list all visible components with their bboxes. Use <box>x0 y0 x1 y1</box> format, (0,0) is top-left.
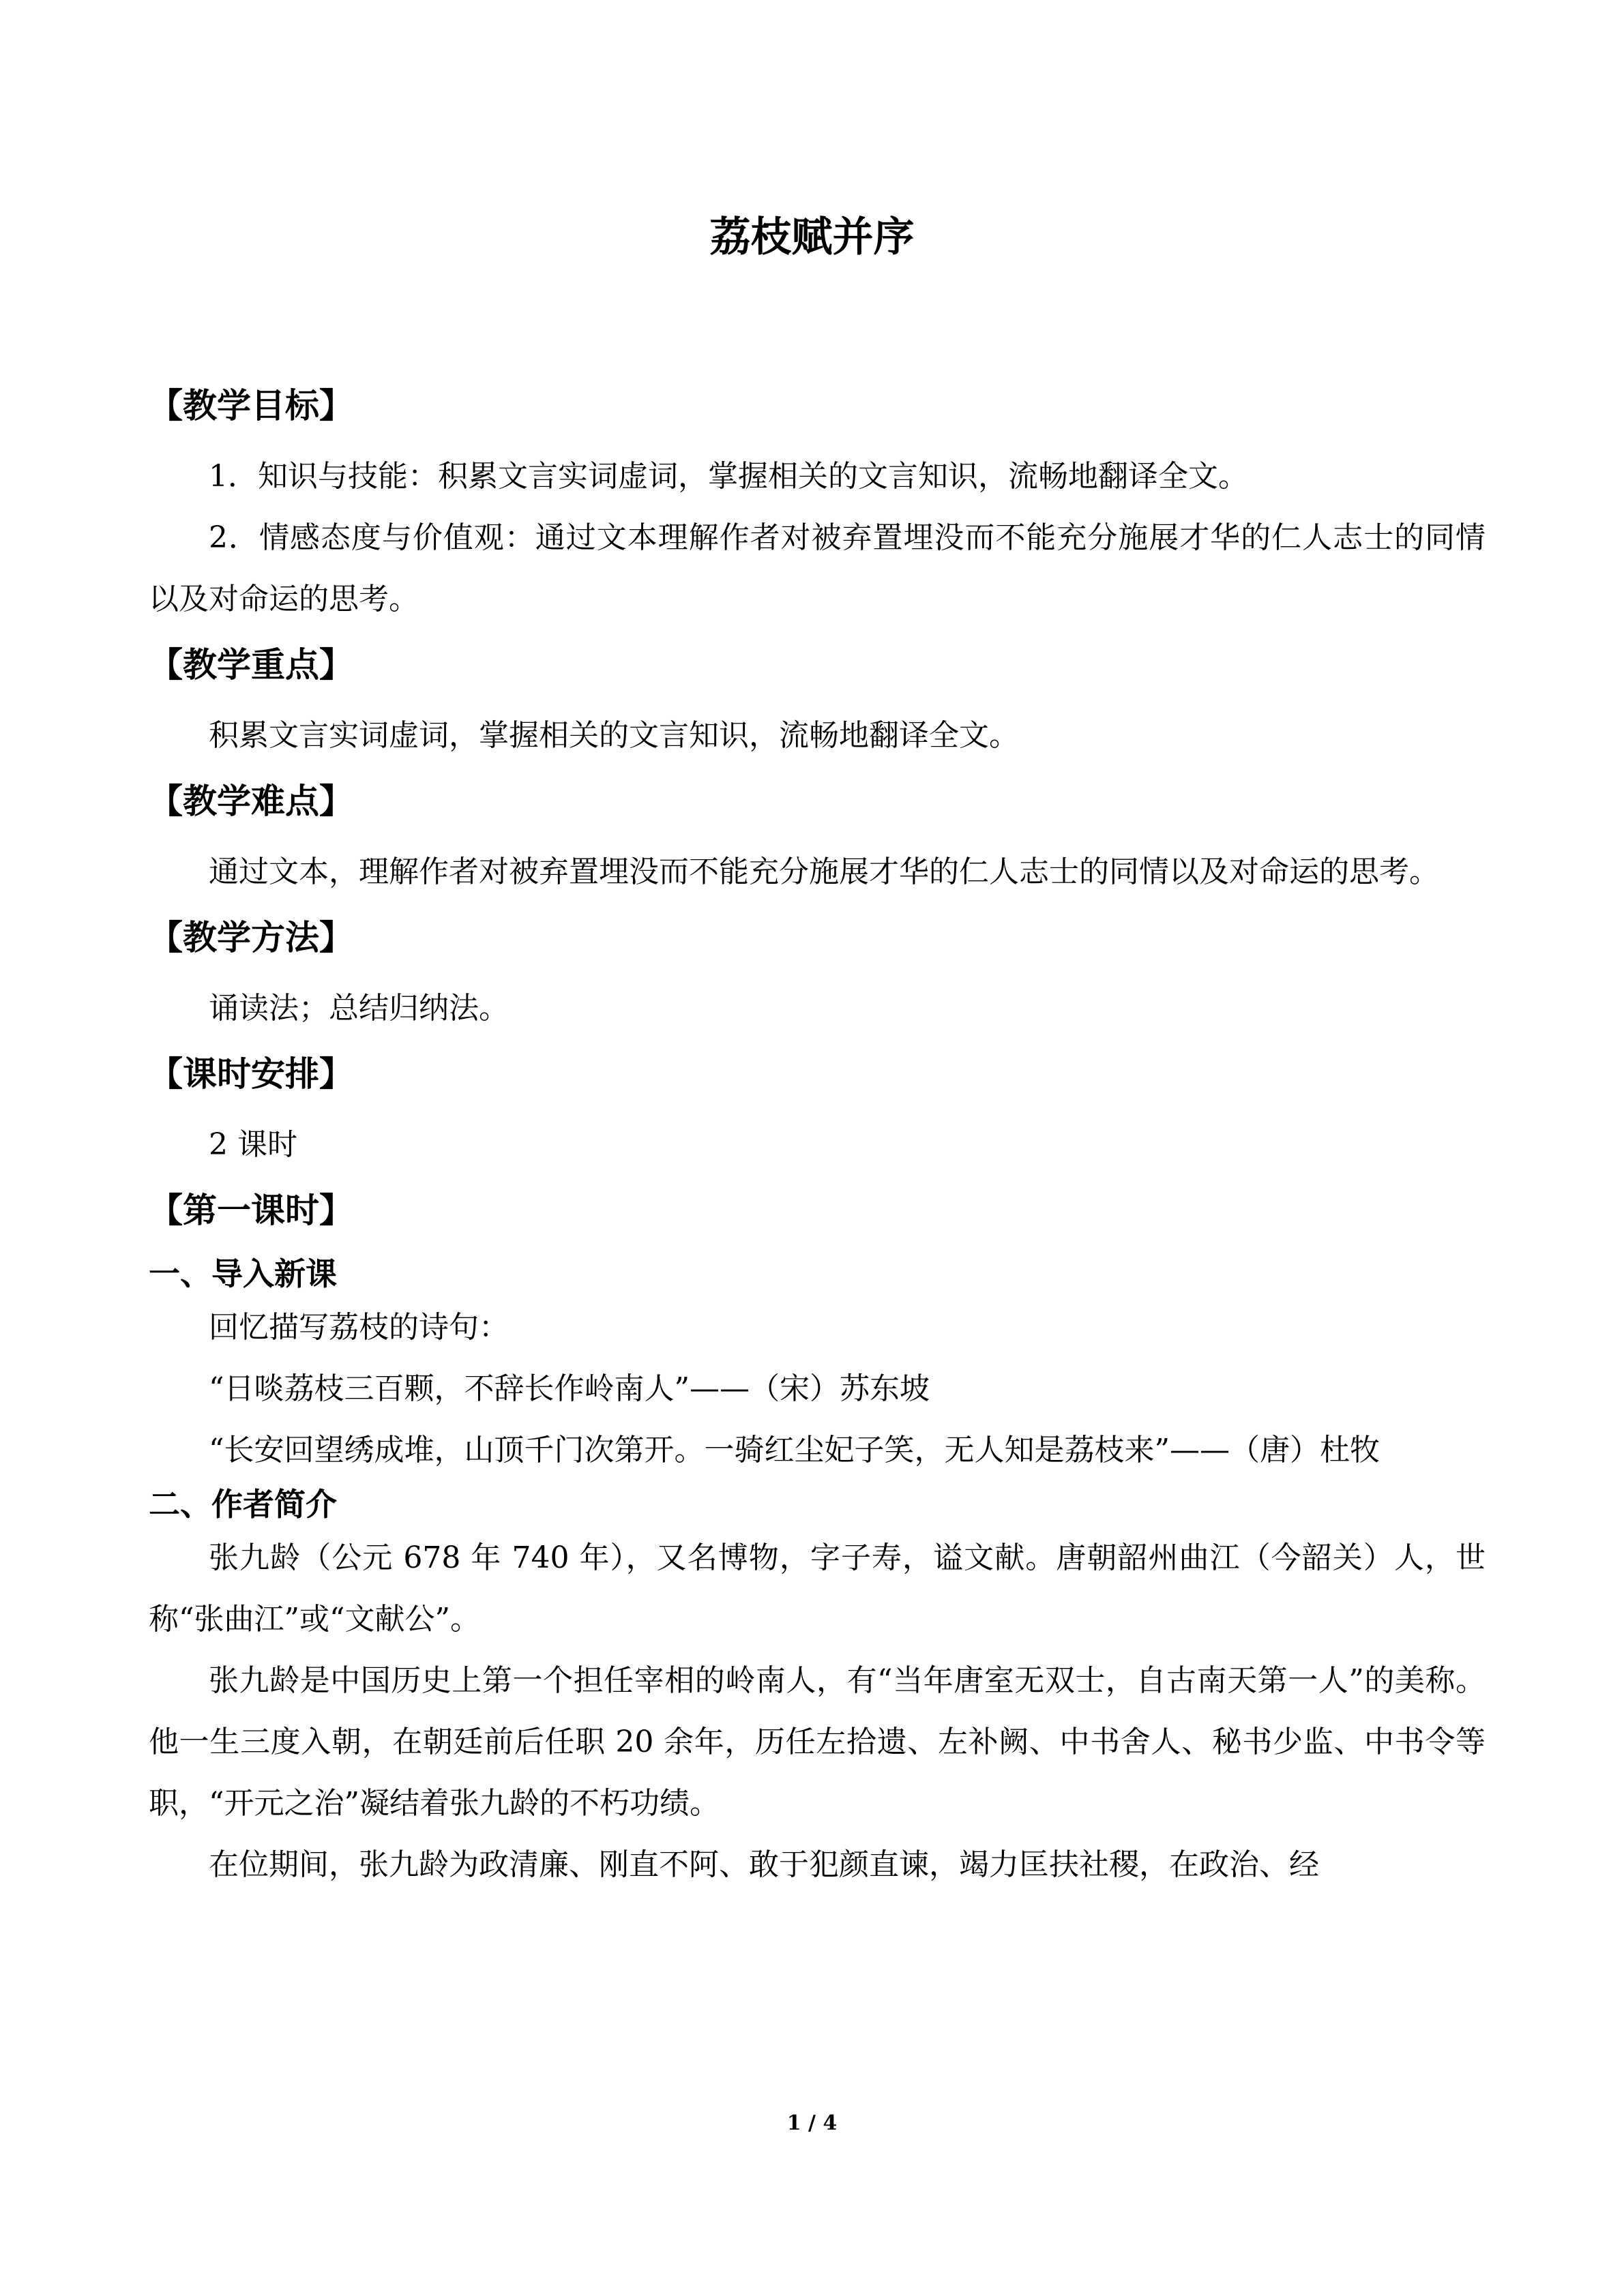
methods-text: 诵读法；总结归纳法。 <box>209 991 509 1026</box>
author-paragraph-3: 在位期间，张九龄为政清廉、刚直不阿、敢于犯颜直谏，竭力匡扶社稷，在政治、经 <box>209 1847 1319 1882</box>
key-points-text: 积累文言实词虚词，掌握相关的文言知识，流畅地翻译全文。 <box>209 718 1019 753</box>
objective-item-2: 2．情感态度与价值观：通过文本理解作者对被弃置埋没而不能充分施展才华的仁人志士的同情以及对命运的思考。 <box>149 520 1486 616</box>
heading-schedule: 【课时安排】 <box>149 1054 353 1094</box>
heading-author-intro: 二、作者简介 <box>149 1486 337 1523</box>
heading-difficulties: 【教学难点】 <box>149 781 353 821</box>
document-title: 荔枝赋并序 <box>709 213 915 261</box>
intro-line-2: “日啖荔枝三百颗，不辞长作岭南人”——（宋）苏东坡 <box>209 1371 930 1406</box>
page-number: 1 / 4 <box>786 2111 838 2135</box>
heading-first-lesson: 【第一课时】 <box>149 1191 353 1230</box>
intro-line-3: “长安回望绣成堆，山顶千门次第开。一骑红尘妃子笑，无人知是荔枝来”——（唐）杜牧 <box>209 1433 1380 1467</box>
difficulties-text: 通过文本，理解作者对被弃置埋没而不能充分施展才华的仁人志士的同情以及对命运的思考。 <box>209 854 1439 889</box>
schedule-text: 2 课时 <box>209 1127 297 1162</box>
heading-objectives: 【教学目标】 <box>149 386 353 426</box>
objective-item-1: 1．知识与技能：积累文言实词虚词，掌握相关的文言知识，流畅地翻译全文。 <box>209 459 1248 494</box>
heading-introduction: 一、导入新课 <box>149 1255 337 1292</box>
author-paragraph-1: 张九龄（公元 678 年 740 年），又名博物，字子寿，谥文献。唐朝韶州曲江（今韶关）人，世称“张曲江”或“文献公”。 <box>149 1540 1486 1637</box>
heading-key-points: 【教学重点】 <box>149 645 353 685</box>
heading-methods: 【教学方法】 <box>149 918 353 957</box>
author-paragraph-2: 张九龄是中国历史上第一个担任宰相的岭南人，有“当年唐室无双士，自古南天第一人”的美称。他一生三度入朝，在朝廷前后任职 20 余年，历任左拾遗、左补阙、中书舍人、秘书少监、中书令等职，“开元之治”凝结着张九龄的不朽功绩。 <box>149 1663 1486 1821</box>
document-body <box>149 382 1486 1896</box>
intro-line-1: 回忆描写荔枝的诗句： <box>209 1310 509 1345</box>
